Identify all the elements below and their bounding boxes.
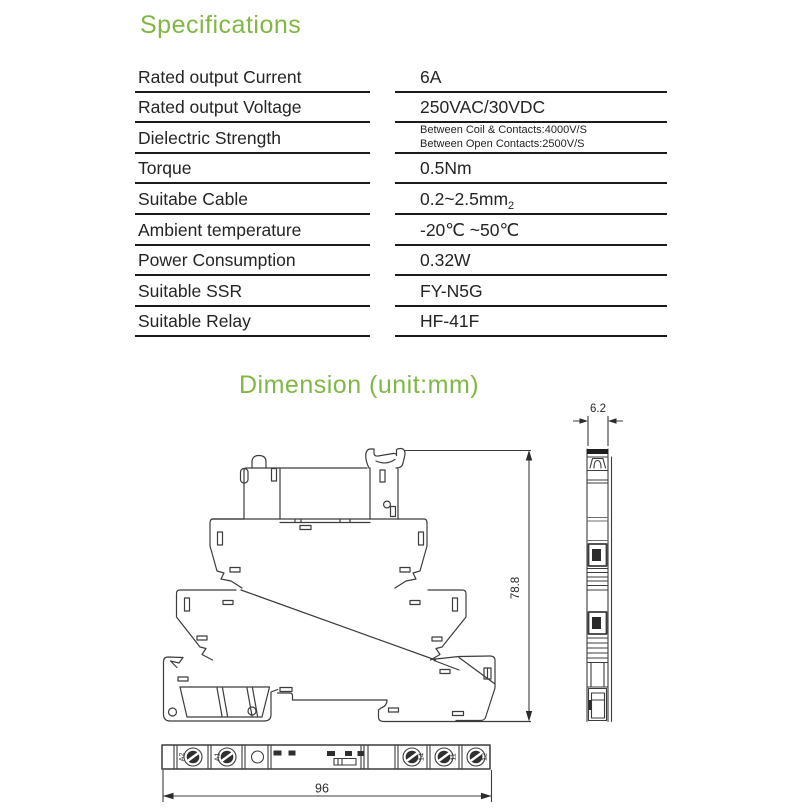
spec-label: Dielectric Strength [135, 123, 370, 154]
side-window-inner [592, 549, 601, 561]
vent-slot [197, 636, 207, 640]
vent-slot [453, 712, 464, 716]
depth-dimension [573, 403, 623, 446]
spec-value: 0.32W [395, 246, 667, 277]
spec-value: FY-N5G [395, 276, 667, 307]
width-dimension-label: 96 [315, 781, 329, 796]
latch-block-diagonals [434, 658, 495, 685]
width-dimension [163, 770, 492, 802]
vent-slot [218, 532, 223, 545]
height-dimension-label: 78.8 [510, 576, 522, 600]
spec-value: -20℃ ~50℃ [395, 215, 667, 246]
stepped-box [334, 759, 356, 766]
arrow-right-icon [580, 418, 589, 424]
terminal-label: 14 [416, 753, 426, 761]
latch-dome [252, 456, 266, 469]
side-window-inner [592, 617, 601, 629]
vent-slot [223, 601, 233, 605]
pin-hole [384, 501, 391, 508]
specifications-title: Specifications [140, 11, 302, 39]
arrow-down-icon [526, 711, 532, 722]
front-view-drawing [164, 449, 531, 722]
indicator-hole [252, 751, 264, 763]
vent-slot [440, 670, 450, 674]
terminal-label: 11 [448, 753, 458, 761]
arrow-right-icon [481, 793, 492, 799]
contact-slots [274, 751, 365, 757]
dimension-title: Dimension (unit:mm) [239, 371, 480, 399]
clip-trapezoid [590, 459, 606, 469]
side-view-drawing [587, 449, 612, 722]
left-outline [244, 468, 246, 519]
right-arm [428, 590, 466, 660]
spec-label: Ambient temperature [135, 215, 370, 246]
din-clip-inner [376, 460, 395, 463]
vent-slot [410, 601, 420, 605]
spec-label: Rated output Voltage [135, 93, 370, 124]
vent-slot [389, 708, 399, 712]
foot-hole [169, 708, 177, 716]
spec-value-line: Between Coil & Contacts:4000V/S [420, 124, 587, 137]
spec-label: Suitabe Cable [135, 184, 370, 215]
terminal-label: 12 [479, 753, 489, 761]
side-bottom-box-inner [592, 693, 605, 718]
top-band [587, 449, 608, 454]
vent-slot [272, 469, 277, 482]
side-bottom-mark [589, 700, 592, 710]
vent-slot [432, 637, 442, 641]
vent-slot [300, 526, 311, 530]
terminal-label: A2 [177, 752, 186, 762]
vent-slot [419, 532, 424, 545]
pin-tab [391, 507, 396, 517]
left-step [210, 519, 244, 588]
bottom-view-drawing [162, 745, 490, 769]
din-foot-claw [171, 658, 184, 668]
spec-value: 0.5Nm [395, 154, 667, 185]
relay-box-bottom [280, 519, 370, 523]
arrow-up-icon [526, 450, 532, 461]
spec-value: 6A [395, 62, 667, 93]
spec-label: Suitable SSR [135, 276, 370, 307]
vent-slot [185, 598, 190, 611]
spec-label: Rated output Current [135, 62, 370, 93]
vent-slot [178, 677, 188, 681]
diagonal-lever-line [241, 590, 436, 660]
spec-label: Torque [135, 154, 370, 185]
spec-label: Power Consumption [135, 246, 370, 277]
spec-value: 0.2~2.5mm $^2$ [395, 184, 667, 215]
spec-value: HF-41F [395, 307, 667, 338]
arrow-left-icon [608, 418, 617, 424]
spec-label: Suitable Relay [135, 307, 370, 338]
vent-slot [453, 598, 458, 611]
spec-value-text: 0.2~2.5mm [420, 188, 509, 209]
base-right [379, 700, 531, 722]
height-dimension [405, 450, 532, 722]
din-clip [366, 449, 405, 469]
screw-terminal-icon [184, 748, 202, 766]
vent-slot [230, 568, 240, 573]
depth-dimension-label: 6.2 [590, 403, 606, 415]
arrow-left-icon [163, 793, 174, 799]
spec-value-line: Between Open Contacts:2500V/S [420, 137, 585, 150]
spec-value: 250VAC/30VDC [395, 93, 667, 124]
terminal-label: A1 [212, 752, 222, 762]
vent-slot [400, 568, 410, 573]
stepped-box-lines [338, 759, 342, 766]
vent-slot [280, 688, 292, 692]
vent-slot [380, 470, 385, 482]
clip-dome [594, 461, 601, 469]
latch-block [431, 656, 495, 721]
base-mid [278, 693, 388, 700]
right-step [370, 519, 427, 588]
